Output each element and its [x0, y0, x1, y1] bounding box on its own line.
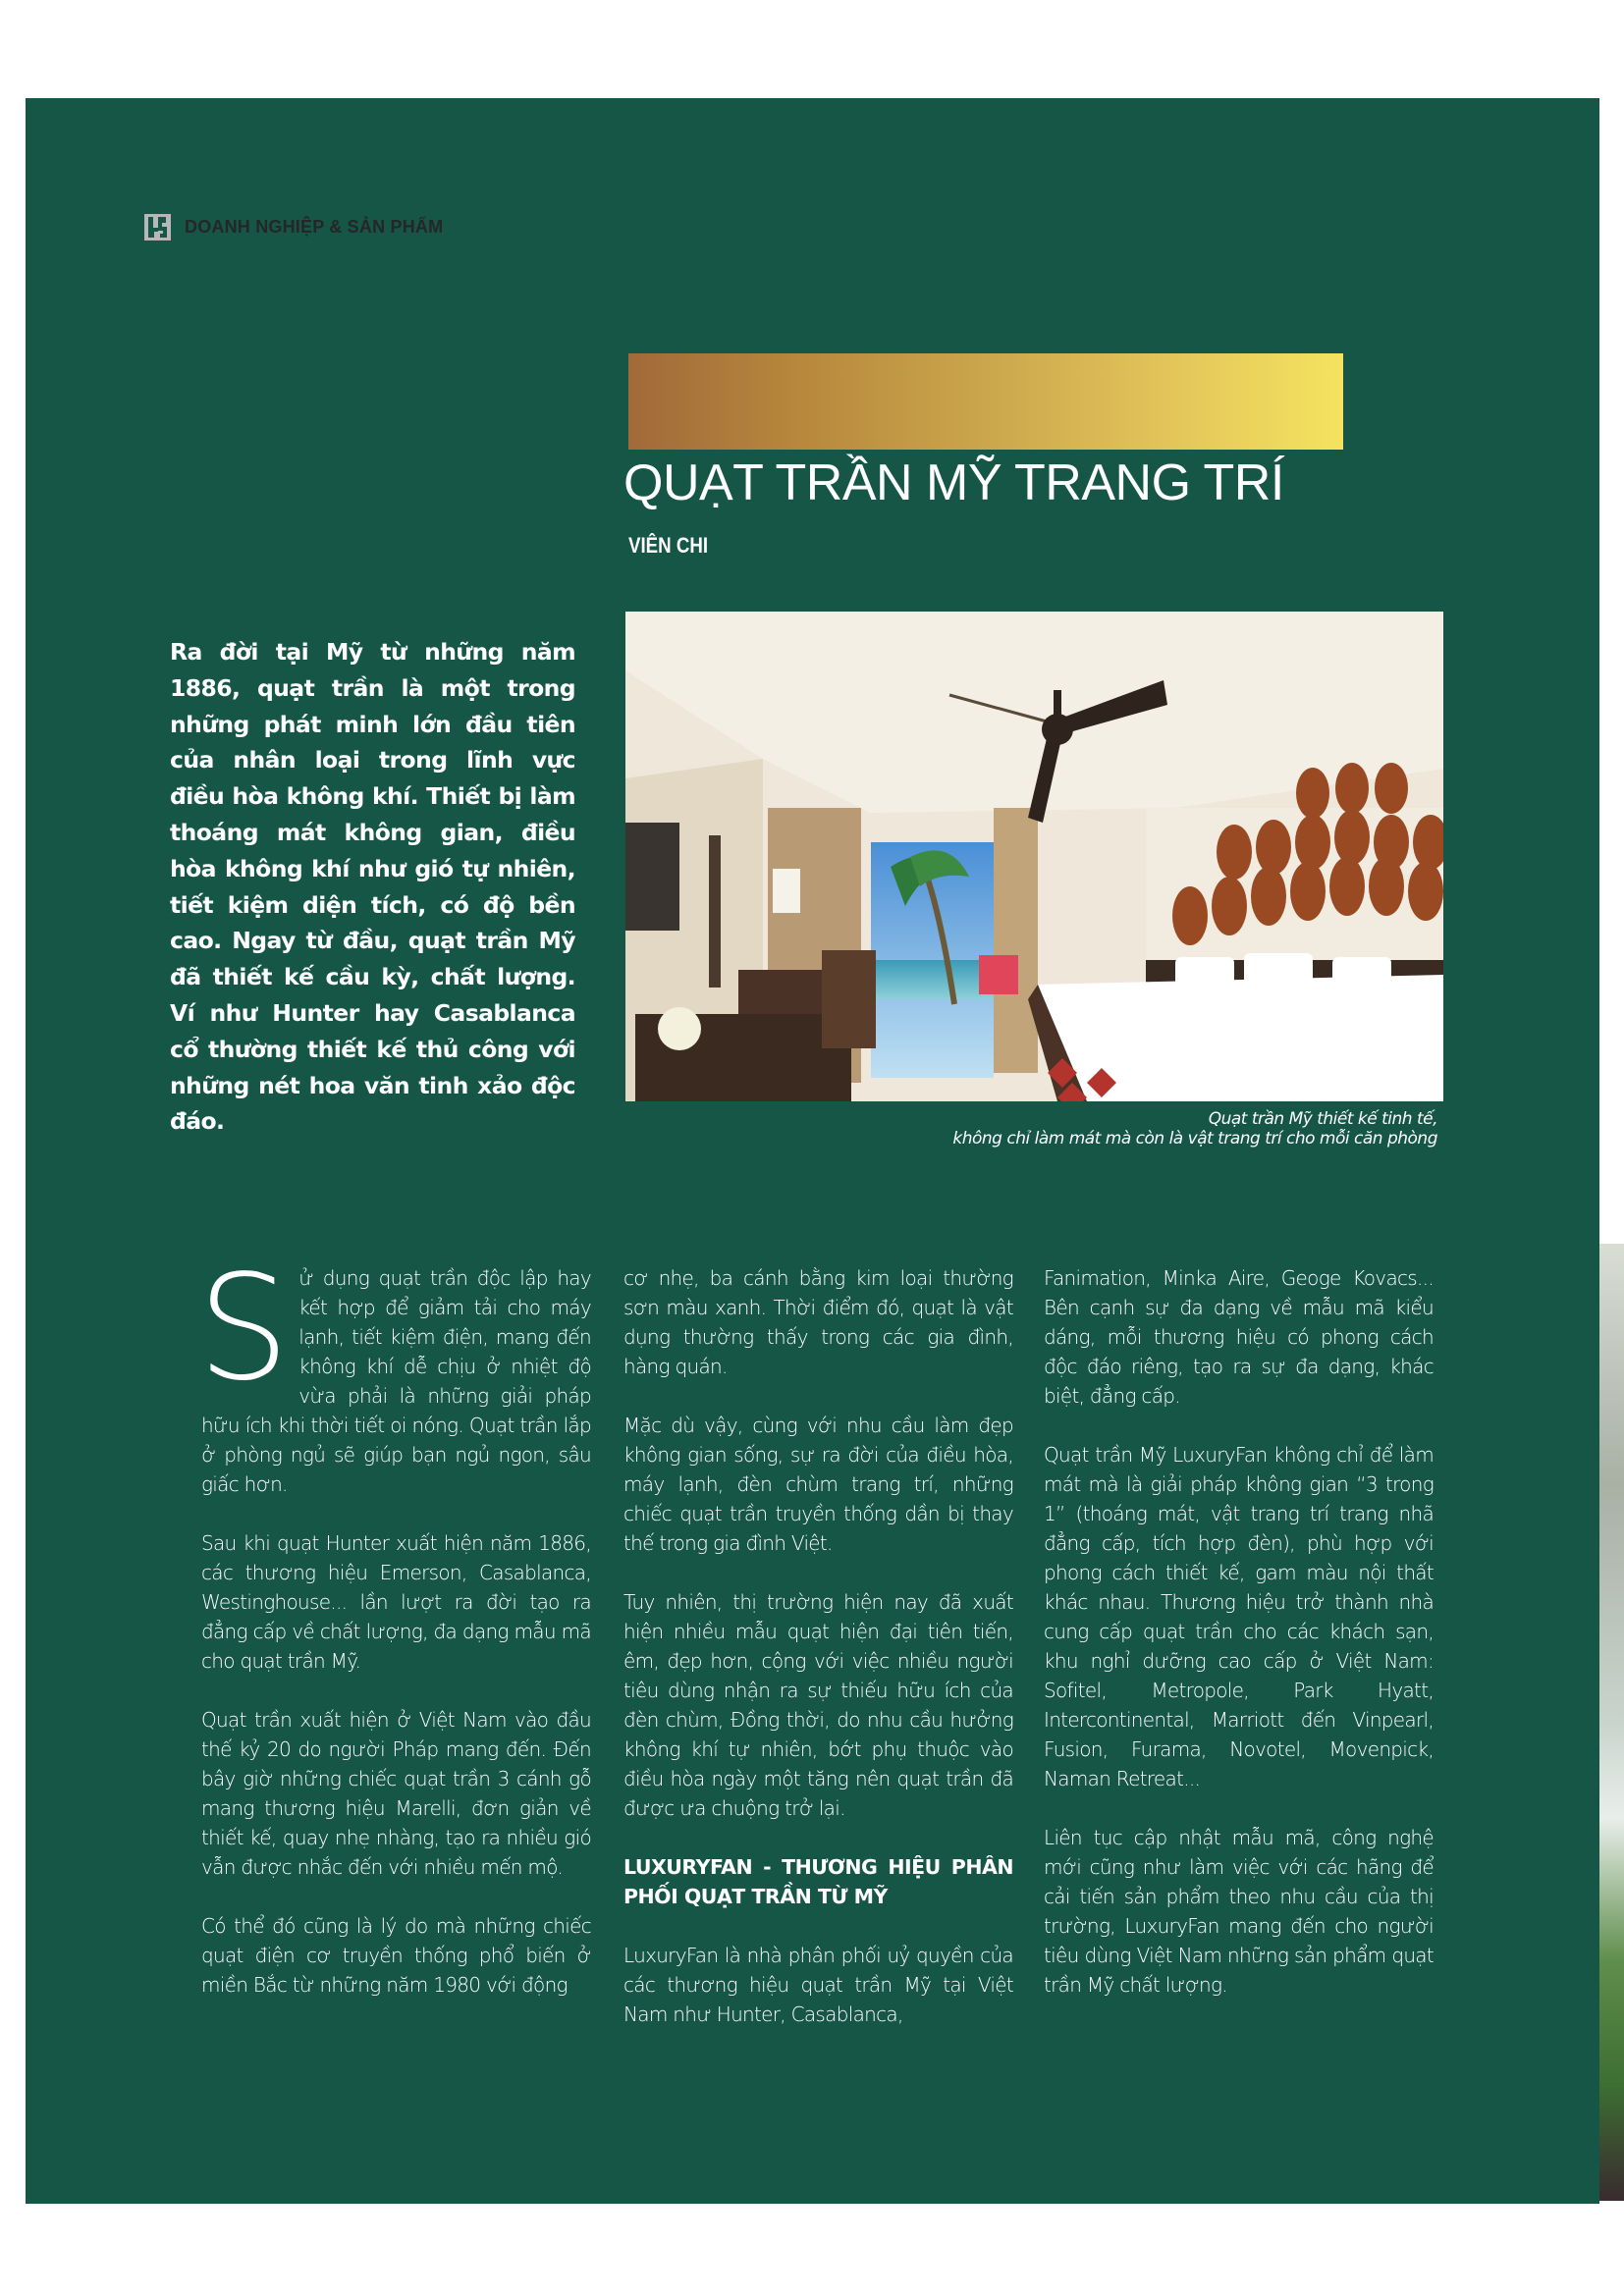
caption-line-1: Quạt trần Mỹ thiết kế tinh tế, [1208, 1109, 1437, 1129]
body-column-1 [197, 1244, 591, 2029]
lead-paragraph: Ra đời tại Mỹ từ những năm 1886, quạt trần là một trong những phát minh lớn đầu tiên của nhân loại trong lĩnh vực điều hòa không khí. Thiết bị làm thoáng mát không gian, điều hòa không khí như gió tự nhiên, tiết kiệm diện tích, có độ bền cao. Ngay từ đầu, quạt trần Mỹ đã thiết kế cầu kỳ, chất lượng. Ví như Hunter hay Casablanca cổ thường thiết kế thủ công với những nét hoa văn tinh xảo độc đáo. [170, 638, 575, 1136]
drop-cap: S [197, 1244, 290, 1413]
section-subheading: LUXURYFAN - THƯƠNG HIỆU PHÂN PHỐI QUẠT TRẦN TỪ MỸ [623, 1855, 1013, 1908]
adjacent-page-photo-edge [1599, 1244, 1624, 2201]
magazine-logo-icon [144, 214, 171, 240]
body-paragraph: Fanimation, Minka Aire, Geoge Kovacs... Bên cạnh sự đa dạng về mẫu mã kiểu dáng, mỗi thương hiệu có phong cách độc đáo riêng, tạo ra sự đa dạng, khác biệt, đẳng cấp. [1044, 1266, 1434, 1408]
body-paragraph: Quạt trần xuất hiện ở Việt Nam vào đầu thế kỷ 20 do người Pháp mang đến. Đến bây giờ những chiếc quạt trần 3 cánh gỗ mang thương hiệu Marelli, đơn giản về thiết kế, quay nhẹ nhàng, tạo ra nhiều gió vẫn được nhắc đến với nhiều mến mộ. [201, 1708, 591, 1879]
bedroom-ceiling-fan-photo [625, 612, 1443, 1101]
article-author: VIÊN CHI [628, 533, 709, 558]
body-paragraph [197, 1244, 591, 1499]
section-header [144, 214, 443, 240]
caption-line-2: không chỉ làm mát mà còn là vật trang trí cho mỗi căn phòng [952, 1129, 1437, 1148]
body-paragraph: Mặc dù vậy, cùng với nhu cầu làm đẹp không gian sống, sự ra đời của điều hòa, máy lạnh, đèn chùm trang trí, những chiếc quạt trần truyền thống dần bị thay thế trong gia đình Việt. [623, 1414, 1013, 1555]
paragraph-text: ử dụng quạt trần độc lập hay kết hợp để giảm tải cho máy lạnh, tiết kiệm điện, mang đến không khí dễ chịu ở nhiệt độ vừa phải là những giải pháp hữu ích khi thời tiết oi nóng. Quạt trần lắp ở phòng ngủ sẽ giúp bạn ngủ ngon, sâu giấc hơn. [201, 1266, 591, 1496]
body-column-3 [1044, 1263, 1434, 2029]
body-paragraph: cơ nhẹ, ba cánh bằng kim loại thường sơn màu xanh. Thời điểm đó, quạt là vật dụng thường thấy trong các gia đình, hàng quán. [623, 1266, 1013, 1378]
article-title: QUẠT TRẦN MỸ TRANG TRÍ [623, 454, 1284, 511]
section-label: DOANH NGHIỆP & SẢN PHẨM [185, 217, 444, 237]
body-paragraph: LuxuryFan là nhà phân phối uỷ quyền của các thương hiệu quạt trần Mỹ tại Việt Nam như Hunter, Casablanca, [623, 1944, 1013, 2026]
body-column-2 [623, 1263, 1013, 2058]
body-paragraph: Liên tục cập nhật mẫu mã, công nghệ mới cũng như làm việc với các hãng để cải tiến sản phẩm theo nhu cầu của thị trường, LuxuryFan mang đến cho người tiêu dùng Việt Nam những sản phẩm quạt trần Mỹ chất lượng. [1044, 1826, 1434, 1997]
body-paragraph: Tuy nhiên, thị trường hiện nay đã xuất hiện nhiều mẫu quạt hiện đại tiên tiến, êm, đẹp hơn, cộng với việc nhiều người tiêu dùng nhận ra sự thiếu hữu ích của đèn chùm, Đồng thời, do nhu cầu hưởng không khí tự nhiên, bớt phụ thuộc vào điều hòa ngày một tăng nên quạt trần đã được ưa chuộng trở lại. [623, 1590, 1013, 1820]
photo-caption [848, 1109, 1437, 1148]
photo-illustration [625, 612, 1443, 1101]
body-paragraph: Có thể đó cũng là lý do mà những chiếc quạt điện cơ truyền thống phổ biến ở miền Bắc từ những năm 1980 với động [201, 1914, 591, 1997]
gold-gradient-banner [628, 353, 1343, 450]
body-paragraph: Quạt trần Mỹ LuxuryFan không chỉ để làm mát mà là giải pháp không gian “3 trong 1” (thoáng mát, vật trang trí trang nhã đẳng cấp, tích hợp đèn), phù hợp với phong cách thiết kế, gam màu nội thất khác nhau. Thương hiệu trở thành nhà cung cấp quạt trần cho các khách sạn, khu nghỉ dưỡng cao cấp ở Việt Nam: Sofitel, Metropole, Park Hyatt, Intercontinental, Marriott đến Vinpearl, Fusion, Furama, Novotel, Movenpick, Naman Retreat... [1044, 1443, 1434, 1790]
body-paragraph: Sau khi quạt Hunter xuất hiện năm 1886, các thương hiệu Emerson, Casablanca, Westinghouse... lần lượt ra đời tạo ra đẳng cấp về chất lượng, đa dạng mẫu mã cho quạt trần Mỹ. [201, 1531, 591, 1673]
